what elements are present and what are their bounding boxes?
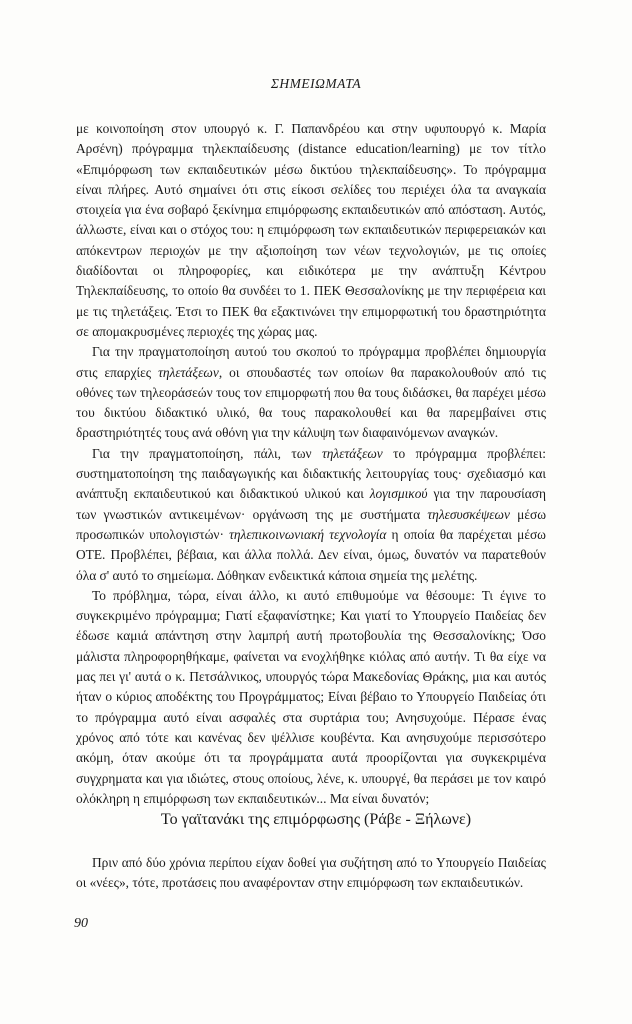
section-text	[76, 853, 546, 894]
text-run: η οποία θα παρέχεται μέσω ΟΤΕ. Προβλέπει, βέβαια, και άλλα πολλά. Δεν είναι, όμως, δυνατόν να παρατεθούν όλα σ' αυτό το σημείωμα. Δόθηκαν ενδεικτικά κάποια σημεία της μελέτης.	[76, 526, 546, 583]
text-run: , οι σπουδαστές των οποίων θα παρακολουθούν από τις οθόνες των τηλεοράσεών τους τον επιμορφωτή που θα τους διδάσκει, θα παρέχει μέσω του δικτύου διδακτικό υλικό, θα τους παρακολουθεί και θα παρεμβαίνει στις δραστηριότητές τους ανά οθόνη για την κάλυψη των διαφαινόμενων αναγκών.	[76, 364, 546, 441]
running-head: ΣΗΜΕΙΩΜΑΤΑ	[270, 76, 362, 91]
italic-term: λογισμικού	[369, 486, 428, 502]
text-run: Για την πραγματοποίηση, πάλι, των	[92, 445, 322, 461]
section-paragraph: Πριν από δύο χρόνια περίπου είχαν δοθεί για συζήτηση από το Υπουργείο Παιδείας οι «νέες», τότε, προτάσεις που αναφέρονταν στην επιμόρφωση των εκπαιδευτικών.	[76, 855, 546, 891]
text-run: Το πρόβλημα, τώρα, είναι άλλο, κι αυτό επιθυμούμε να θέσουμε: Τι έγινε το συγκεκριμένο πρόγραμμα; Γιατί εξαφανίστηκε; Και γιατί το Υπουργείο Παιδείας δεν έδωσε καμιά απάντηση στην λαμπρή αυτή πρωτοβουλία της Θεσσαλονίκης; Όσο μάλιστα πληροφορηθήκαμε, φαίνεται να ενοχλήθηκε κιόλας από αυτήν. Τι θα είχε να μας πει γι' αυτά ο κ. Πετσάλνικος, υπουργός τώρα Μακεδονίας Θράκης, μια και αυτός ήταν ο κύριος αποδέκτης του Προγράμματος; Είναι βέβαιο το Υπουργείο Παιδείας ότι το πρόγραμμα αυτό είναι ασφαλές στα συρτάρια του; Ανησυχούμε. Πέρασε ένας χρόνος από τότε και κανένας δεν ψέλλισε κουβέντα. Και ανησυχούμε περισσότερο ακόμη, όταν ακούμε ότι τα προγράμματα αυτά προορίζονται για συγκεκριμένα συγχρηματα και για ιδιώτες, στους οποίους, λένε, κ. υπουργέ, θα περάσει με τον καιρό ολόκληρη η επιμόρφωση των εκπαιδευτικών... Μα είναι δυνατόν;	[76, 587, 546, 806]
page-number: 90	[74, 916, 88, 931]
text-run: Για την πραγματοποίηση αυτού του σκοπού το πρόγραμμα προβλέπει δημιουργία στις επαρχίες	[76, 344, 546, 380]
italic-term: τηλετάξεων	[158, 364, 219, 380]
text-run: μέσω προσωπικών υπολογιστών·	[76, 506, 547, 542]
paragraph-2	[76, 342, 546, 443]
paragraph-1	[76, 119, 546, 342]
italic-term: τηλεσυσκέψεων	[427, 506, 510, 522]
text-run: για την παρουσίαση των γνωστικών αντικειμένων· οργάνωση της με συστήματα	[76, 486, 547, 522]
section-title: Το γαϊτανάκι της επιμόρφωσης (Ράβε - Ξήλωνε)	[160, 811, 472, 828]
text-run: με κοινοποίηση στον υπουργό κ. Γ. Παπανδρέου και στην υφυπουργό κ. Μαρία Αρσένη) πρόγραμμα τηλεκπαίδευσης (distance education/learning) με τον τίτλο «Επιμόρφωση των εκπαιδευτικών μέσω δικτύου τηλεκπαίδευσης». Το πρόγραμμα είναι πλήρες. Αυτό σημαίνει ότι στις είκοσι σελίδες του περιέχει όλα τα αναγκαία στοιχεία για ένα σοβαρό ξεκίνημα επιμόρφωσης εκπαιδευτικών από απόσταση. Αυτός, άλλωστε, είναι και ο στόχος του: η επιμόρφωση των εκπαιδευτικών περιφερειακών και απόκεντρων περιοχών με την αξιοποίηση των νέων τεχνολογιών, με τις οποίες διαδίδονται οι πληροφορίες, και ειδικότερα με την ανάπτυξη Κέντρου Τηλεκπαίδευσης, το οποίο θα συνδέει το 1. ΠΕΚ Θεσσαλονίκης με την περιφέρεια και με τις τηλετάξεις. Έτσι το ΠΕΚ θα εξακτινώνει την επιμορφωτική του δραστηριότητα σε απομακρυσμένες περιοχές της χώρας μας.	[76, 121, 546, 339]
italic-term: τηλετάξεων	[322, 445, 383, 461]
text-run: το πρόγραμμα προβλέπει: συστηματοποίηση της παιδαγωγικής και διδακτικής λειτουργίας τους· σχεδιασμό και ανάπτυξη εκπαιδευτικού και διδακτικού υλικού και	[76, 445, 546, 502]
italic-term: τηλεπικοινωνιακή τεχνολογία	[229, 526, 387, 542]
body-text	[76, 119, 546, 809]
paragraph-3	[76, 444, 546, 586]
paragraph-4	[76, 586, 546, 809]
